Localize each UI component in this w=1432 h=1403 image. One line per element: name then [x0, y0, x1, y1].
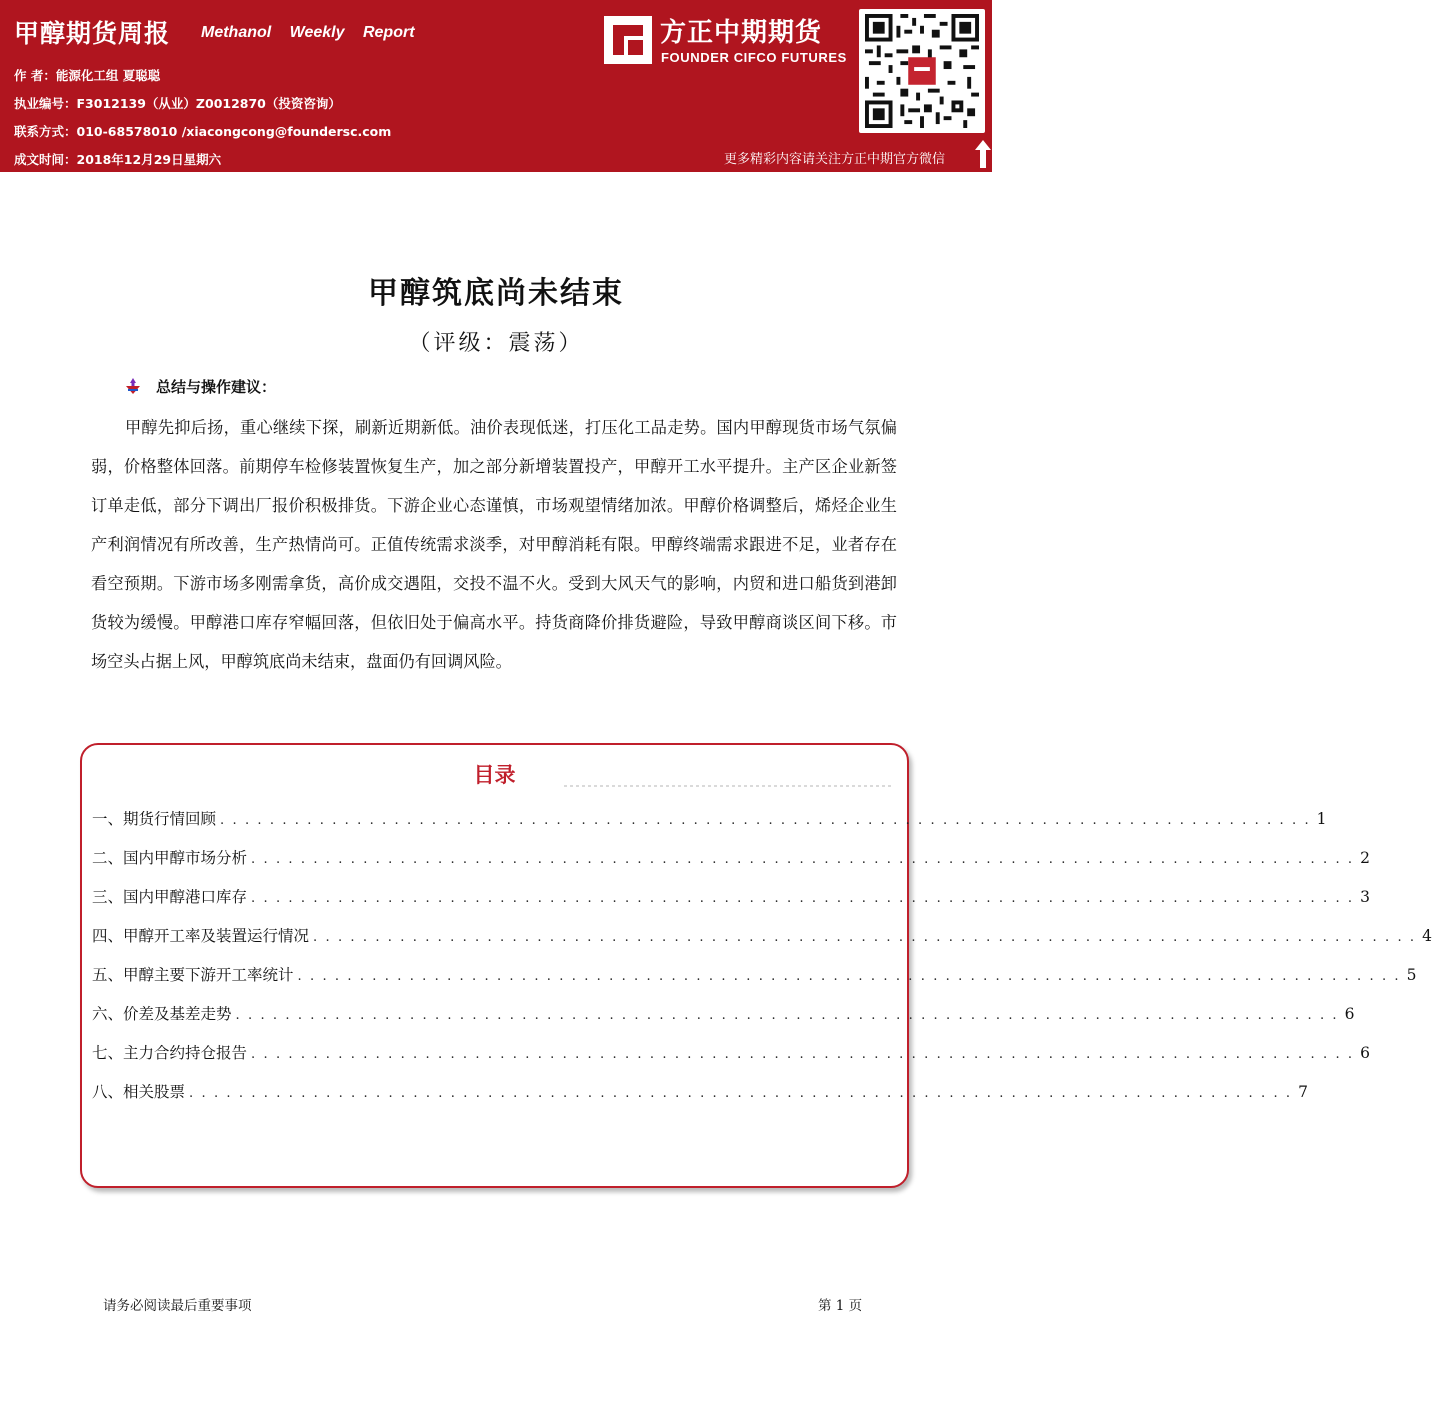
toc-leader-dots: . . . . . . . . . . . . . . . . . . . . . . . . . . . . . . . . . . . . . . . . . . . . . . . . . . . . . . . . . . . . . . . . . . . . . . . . . . . . . . . . . . . . . . . . . [251, 1047, 1355, 1062]
rating-label: （评级：震荡） [408, 331, 584, 356]
author-meta [14, 62, 391, 174]
qr-code-icon [864, 14, 980, 128]
toc-entry-label: 一、期货行情回顾 [92, 810, 217, 828]
wechat-follow-note: 更多精彩内容请关注方正中期官方微信 [724, 152, 946, 167]
toc-leader-dots: . . . . . . . . . . . . . . . . . . . . . . . . . . . . . . . . . . . . . . . . . . . . . . . . . . . . . . . . . . . . . . . . . . . . . . . . . . . . . . . . . . . . . . . . . [251, 891, 1355, 906]
wechat-qr-code[interactable] [859, 9, 985, 133]
meta-label: 执业编号： [14, 96, 77, 111]
footer-disclaimer-note: 请务必阅读最后重要事项 [103, 1298, 252, 1314]
toc-entry-label: 七、主力合约持仓报告 [92, 1044, 248, 1062]
toc-entry-label: 四、甲醇开工率及装置运行情况 [92, 927, 310, 945]
summary-paragraph: 甲醇先抑后扬，重心继续下探，刷新近期新低。油价表现低迷，打压化工品走势。国内甲醇现货市场气氛偏弱，价格整体回落。前期停车检修装置恢复生产，加之部分新增装置投产，甲醇开工水平提升。主产区企业新签订单走低，部分下调出厂报价积极排货。下游企业心态谨慎，市场观望情绪加浓。甲醇价格调整后，烯烃企业生产利润情况有所改善，生产热情尚可。正值传统需求淡季，对甲醇消耗有限。甲醇终端需求跟进不足，业者存在看空预期。下游市场多刚需拿货，高价成交遇阻，交投不温不火。受到大风天气的影响，内贸和进口船货到港卸货较为缓慢。甲醇港口库存窄幅回落，但依旧处于偏高水平。持货商降价排货避险，导致甲醇商谈区间下移。市场空头占据上风，甲醇筑底尚未结束，盘面仍有回调风险。 [91, 418, 897, 671]
toc-title: 目录 [473, 763, 516, 787]
toc-entry-page: 6 [1360, 1044, 1371, 1062]
toc-entry-page: 7 [1298, 1083, 1309, 1101]
toc-entry[interactable] [92, 807, 1327, 846]
brand-name-cn: 方正中期期货 [660, 18, 823, 48]
page-number: 第 1 页 [818, 1298, 863, 1314]
meta-row-contact [14, 118, 391, 146]
meta-value: 能源化工组 夏聪聪 [55, 68, 161, 83]
toc-entry-label: 五、甲醇主要下游开工率统计 [92, 966, 294, 984]
report-header-banner [0, 0, 992, 172]
report-series-title-en: Methanol Weekly Report [201, 24, 415, 41]
toc-entry[interactable] [92, 924, 1432, 963]
meta-value: F3012139（从业）Z0012870（投资咨询） [76, 96, 341, 111]
toc-leader-dots: . . . . . . . . . . . . . . . . . . . . . . . . . . . . . . . . . . . . . . . . . . . . . . . . . . . . . . . . . . . . . . . . . . . . . . . . . . . . . . . . . . . . . . . . [220, 813, 1311, 828]
toc-leader-dots: . . . . . . . . . . . . . . . . . . . . . . . . . . . . . . . . . . . . . . . . . . . . . . . . . . . . . . . . . . . . . . . . . . . . . . . . . . . . . . . . . . . . . . . . . [235, 1008, 1339, 1023]
toc-entry[interactable] [92, 885, 1371, 924]
toc-list [92, 807, 1432, 1119]
table-of-contents [80, 743, 1432, 1188]
toc-entry[interactable] [92, 1002, 1355, 1041]
meta-value: 2018年12月29日星期六 [76, 152, 222, 167]
toc-entry-page: 4 [1422, 927, 1432, 945]
toc-entry[interactable] [92, 963, 1417, 1002]
toc-entry-page: 2 [1360, 849, 1371, 867]
toc-divider [564, 785, 894, 787]
document-title: 甲醇筑底尚未结束 [368, 276, 624, 311]
meta-value[interactable]: 010-68578010 /xiacongcong@foundersc.com [76, 124, 392, 139]
toc-leader-dots: . . . . . . . . . . . . . . . . . . . . . . . . . . . . . . . . . . . . . . . . . . . . . . . . . . . . . . . . . . . . . . . . . . . . . . . . . . . . . . . . . . . . . . . . . [251, 852, 1355, 867]
toc-entry-page: 1 [1316, 810, 1327, 828]
meta-label: 联系方式： [14, 124, 77, 139]
company-logo [604, 14, 856, 66]
toc-entry[interactable] [92, 846, 1371, 885]
bullet-arrow-icon [124, 378, 142, 394]
toc-entry-label: 六、价差及基差走势 [92, 1005, 232, 1023]
toc-leader-dots: . . . . . . . . . . . . . . . . . . . . . . . . . . . . . . . . . . . . . . . . . . . . . . . . . . . . . . . . . . . . . . . . . . . . . . . . . . . . . . . . . . . . . . . . . [297, 969, 1401, 984]
toc-entry-label: 八、相关股票 [92, 1083, 186, 1101]
meta-label: 成文时间： [14, 152, 77, 167]
toc-entry-page: 3 [1360, 888, 1371, 906]
founder-logo-icon [604, 16, 652, 64]
meta-label: 作 者： [14, 68, 56, 83]
summary-heading [124, 376, 276, 397]
up-arrow-icon [975, 140, 991, 168]
toc-leader-dots: . . . . . . . . . . . . . . . . . . . . . . . . . . . . . . . . . . . . . . . . . . . . . . . . . . . . . . . . . . . . . . . . . . . . . . . . . . . . . . . . . . . . . . . . . [313, 930, 1417, 945]
toc-entry-page: 5 [1406, 966, 1417, 984]
meta-row-license [14, 90, 391, 118]
meta-row-date [14, 146, 391, 174]
toc-entry[interactable] [92, 1080, 1309, 1119]
toc-leader-dots: . . . . . . . . . . . . . . . . . . . . . . . . . . . . . . . . . . . . . . . . . . . . . . . . . . . . . . . . . . . . . . . . . . . . . . . . . . . . . . . . . . . . . . . . . [189, 1086, 1293, 1101]
summary-heading-text: 总结与操作建议： [156, 378, 277, 396]
brand-name-en: FOUNDER CIFCO FUTURES [661, 50, 847, 65]
toc-entry-label: 三、国内甲醇港口库存 [92, 888, 248, 906]
report-series-title: 甲醇期货周报 [14, 19, 171, 48]
toc-entry-page: 6 [1344, 1005, 1355, 1023]
toc-entry[interactable] [92, 1041, 1371, 1080]
toc-entry-label: 二、国内甲醇市场分析 [92, 849, 248, 867]
meta-row-author [14, 62, 391, 90]
